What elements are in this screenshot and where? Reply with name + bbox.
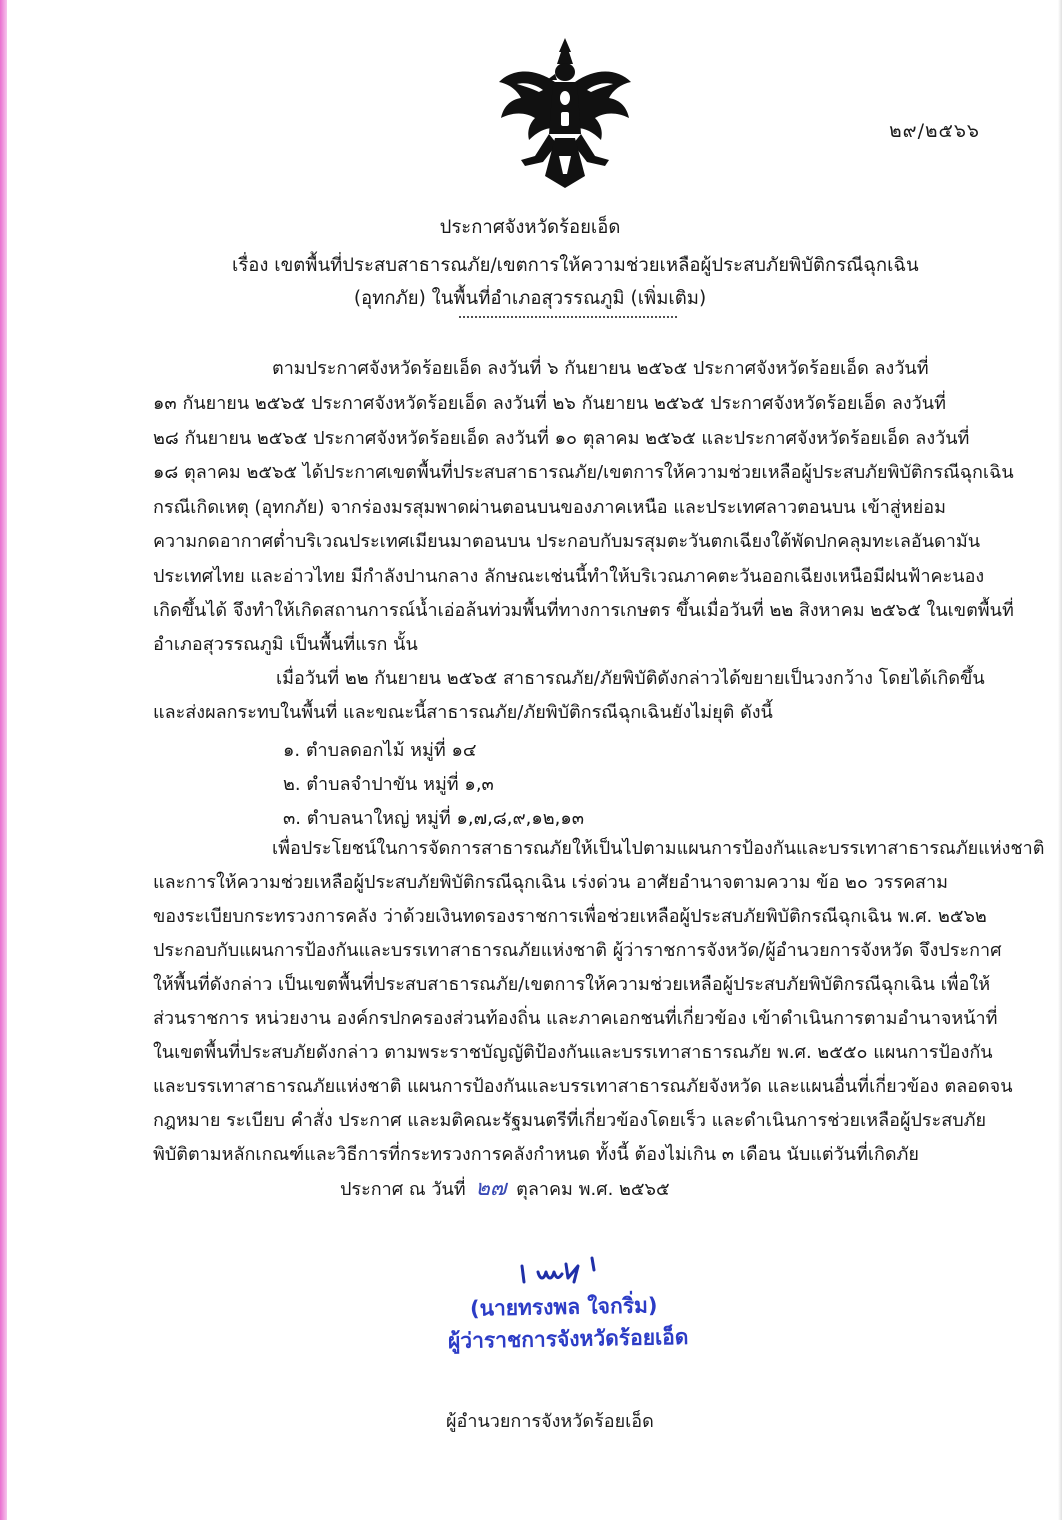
paragraph-1-line: กรณีเกิดเหตุ (อุทกภัย) จากร่องมรสุมพาดผ่านตอนบนของภาคเหนือ และประเทศลาวตอนบน เข้าสู่หย่อม [153,497,946,518]
subject-line-1: เรื่อง เขตพื้นที่ประสบสาธารณภัย/เขตการให้ความช่วยเหลือผู้ประสบภัยพิบัติกรณีฉุกเฉิน [232,255,919,276]
date-day-handwritten: ๒๗ [475,1176,507,1201]
paragraph-2-line: และส่งผลกระทบในพื้นที่ และขณะนี้สาธารณภัย/ภัยพิบัติกรณีฉุกเฉินยังไม่ยุติ ดังนี้ [153,702,773,723]
announcement-title: ประกาศจังหวัดร้อยเอ็ด [439,217,621,238]
paragraph-1-line: ๑๓ กันยายน ๒๕๖๕ ประกาศจังหวัดร้อยเอ็ด ลงวันที่ ๒๖ กันยายน ๒๕๖๕ ประกาศจังหวัดร้อยเอ็ด ลงวันที่ [153,393,946,414]
paragraph-2-line: เมื่อวันที่ ๒๒ กันยายน ๒๕๖๕ สาธารณภัย/ภัยพิบัติดังกล่าวได้ขยายเป็นวงกว้าง โดยได้เกิดขึ้น [276,668,985,689]
paragraph-3-line: และการให้ความช่วยเหลือผู้ประสบภัยพิบัติกรณีฉุกเฉิน เร่งด่วน อาศัยอำนาจตามความ ข้อ ๒๐ วรรคสาม [153,872,949,893]
paragraph-3-line: ในเขตพื้นที่ประสบภัยดังกล่าว ตามพระราชบัญญัติป้องกันและบรรเทาสาธารณภัย พ.ศ. ๒๕๕๐ แผนการป้องกัน [153,1042,993,1063]
paragraph-1-line: ๒๘ กันยายน ๒๕๖๕ ประกาศจังหวัดร้อยเอ็ด ลงวันที่ ๑๐ ตุลาคม ๒๕๖๕ และประกาศจังหวัดร้อยเอ็ด ลงวันที่ [153,428,970,449]
paragraph-1-line: เกิดขึ้นได้ จึงทำให้เกิดสถานการณ์น้ำเอ่อล้นท่วมพื้นที่ทางการเกษตร ขึ้นเมื่อวันที่ ๒๒ สิงหาคม ๒๕๖๕ ในเขตพื้นที่ [153,600,1014,621]
garuda-emblem-icon [495,38,635,188]
date-suffix: ตุลาคม พ.ศ. ๒๕๖๕ [516,1179,670,1200]
paragraph-3-line: กฎหมาย ระเบียบ คำสั่ง ประกาศ และมติคณะรัฐมนตรีที่เกี่ยวข้องโดยเร็ว และดำเนินการช่วยเหลือผู้ประสบภัย [153,1110,987,1131]
affected-area-item: ๒. ตำบลจำปาขัน หมู่ที่ ๑,๓ [283,774,494,795]
paragraph-3-line: ประกอบกับแผนการป้องกันและบรรเทาสาธารณภัยแห่งชาติ ผู้ว่าราชการจังหวัด/ผู้อำนวยการจังหวัด จึงประกาศ [153,940,1002,961]
paragraph-3-line: เพื่อประโยชน์ในการจัดการสาธารณภัยให้เป็นไปตามแผนการป้องกันและบรรเทาสาธารณภัยแห่งชาติ [272,838,1045,859]
paragraph-1-line: ความกดอากาศต่ำบริเวณประเทศเมียนมาตอนบน ประกอบกับมรสุมตะวันตกเฉียงใต้พัดปกคลุมทะเลอันดามัน [153,531,981,552]
paragraph-1-line: ประเทศไทย และอ่าวไทย มีกำลังปานกลาง ลักษณะเช่นนี้ทำให้บริเวณภาคตะวันออกเฉียงเหนือมีฝนฟ้าคะนอง [153,566,985,587]
dotted-separator [458,316,678,318]
affected-area-item: ๑. ตำบลดอกไม้ หมู่ที่ ๑๔ [283,740,477,761]
paragraph-3-line: ส่วนราชการ หน่วยงาน องค์กรปกครองส่วนท้องถิ่น และภาคเอกชนที่เกี่ยวข้อง เข้าดำเนินการตามอำนาจหน้าที่ [153,1008,998,1029]
subject-line-2: (อุทกภัย) ในพื้นที่อำเภอสุวรรณภูมิ (เพิ่มเติม) [353,288,707,309]
document-number: ๒๙/๒๕๖๖ [889,120,980,142]
paragraph-3-line: ให้พื้นที่ดังกล่าว เป็นเขตพื้นที่ประสบสาธารณภัย/เขตการให้ความช่วยเหลือผู้ประสบภัยพิบัติกรณีฉุกเฉิน เพื่อให้ [153,974,991,995]
affected-area-item: ๓. ตำบลนาใหญ่ หมู่ที่ ๑,๗,๘,๙,๑๒,๑๓ [283,808,585,829]
paragraph-1-line: อำเภอสุวรรณภูมิ เป็นพื้นที่แรก นั้น [153,634,418,655]
signer-position: ผู้ว่าราชการจังหวัดร้อยเอ็ด [447,1324,689,1354]
paragraph-1-line: ๑๘ ตุลาคม ๒๕๖๕ ได้ประกาศเขตพื้นที่ประสบสาธารณภัย/เขตการให้ความช่วยเหลือผู้ประสบภัยพิบัติกรณีฉุกเฉิน [153,462,1014,483]
announcement-date [340,1170,670,1205]
signature-mark [508,1244,628,1292]
paragraph-3-line: และบรรเทาสาธารณภัยแห่งชาติ แผนการป้องกันและบรรเทาสาธารณภัยจังหวัด และแผนอื่นที่เกี่ยวข้อง ตลอดจน [153,1076,1013,1097]
page-edge-right [1058,0,1062,1520]
paragraph-3-line: พิบัติตามหลักเกณฑ์และวิธีการที่กระทรวงการคลังกำหนด ทั้งนี้ ต้องไม่เกิน ๓ เดือน นับแต่วันที่เกิดภัย [153,1144,919,1165]
date-prefix: ประกาศ ณ วันที่ [340,1179,466,1200]
footer-role: ผู้อำนวยการจังหวัดร้อยเอ็ด [446,1411,654,1432]
paragraph-1-line: ตามประกาศจังหวัดร้อยเอ็ด ลงวันที่ ๖ กันยายน ๒๕๖๕ ประกาศจังหวัดร้อยเอ็ด ลงวันที่ [272,358,929,379]
page-edge-left [0,0,7,1520]
signer-name: (นายทรงพล ใจกริ่ม) [469,1293,658,1321]
paragraph-3-line: ของระเบียบกระทรวงการคลัง ว่าด้วยเงินทดรองราชการเพื่อช่วยเหลือผู้ประสบภัยพิบัติกรณีฉุกเฉิน พ.ศ. ๒๕๖๒ [153,906,987,927]
